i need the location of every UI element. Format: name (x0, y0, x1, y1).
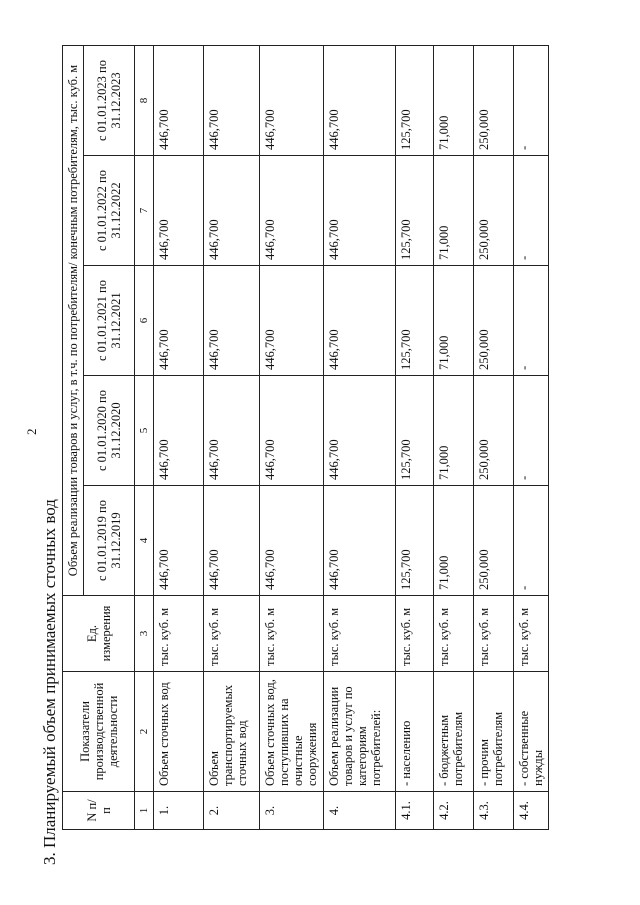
row-value: 250,000 (474, 46, 514, 156)
header-unit: Ед. измерения (63, 596, 135, 672)
row-number: 4. (324, 792, 396, 830)
row-indicator: Объем реализации товаров и услуг по категориям потребителей: (324, 672, 396, 792)
header-period-2021: с 01.01.2021 по 31.12.2021 (84, 266, 135, 376)
column-number: 5 (135, 376, 154, 486)
row-value: - (514, 46, 549, 156)
column-number: 4 (135, 486, 154, 596)
table-row (474, 46, 514, 830)
row-indicator: Объем сточных вод, поступивших на очистные сооружения (260, 672, 324, 792)
column-number-row (135, 46, 154, 830)
header-row-group (63, 46, 84, 830)
row-number: 2. (204, 792, 260, 830)
row-value: 250,000 (474, 376, 514, 486)
row-unit: тыс. куб. м (204, 596, 260, 672)
row-value: 71,000 (434, 486, 474, 596)
table-row (514, 46, 549, 830)
row-value: 125,700 (396, 376, 434, 486)
row-value: 446,700 (154, 266, 204, 376)
row-value: 446,700 (260, 266, 324, 376)
row-value: - (514, 486, 549, 596)
row-indicator: - бюджетным потребителям (434, 672, 474, 792)
row-unit: тыс. куб. м (154, 596, 204, 672)
row-value: 125,700 (396, 486, 434, 596)
row-indicator: - прочим потребителям (474, 672, 514, 792)
row-unit: тыс. куб. м (260, 596, 324, 672)
row-unit: тыс. куб. м (434, 596, 474, 672)
page-number: 2 (24, 428, 39, 435)
row-value: 446,700 (324, 46, 396, 156)
row-unit: тыс. куб. м (514, 596, 549, 672)
header-indicator: Показатели производственной деятельности (63, 672, 135, 792)
section-title: 3. Планируемый объем принимаемых сточных вод (40, 499, 59, 865)
row-value: 446,700 (204, 46, 260, 156)
row-value: 446,700 (324, 376, 396, 486)
row-number: 1. (154, 792, 204, 830)
row-value: 446,700 (154, 46, 204, 156)
row-value: 446,700 (204, 486, 260, 596)
row-unit: тыс. куб. м (474, 596, 514, 672)
row-value: - (514, 266, 549, 376)
row-value: 446,700 (260, 46, 324, 156)
header-period-2020: с 01.01.2020 по 31.12.2020 (84, 376, 135, 486)
column-number: 8 (135, 46, 154, 156)
row-value: 250,000 (474, 266, 514, 376)
row-value: 446,700 (204, 376, 260, 486)
row-value: 125,700 (396, 46, 434, 156)
row-indicator: - собственные нужды (514, 672, 549, 792)
row-number: 3. (260, 792, 324, 830)
table-row (260, 46, 324, 830)
row-value: 250,000 (474, 156, 514, 266)
table-row (396, 46, 434, 830)
column-number: 2 (135, 672, 154, 792)
row-indicator: - населению (396, 672, 434, 792)
row-indicator: Объем сточных вод (154, 672, 204, 792)
column-number: 6 (135, 266, 154, 376)
row-value: 446,700 (154, 376, 204, 486)
row-value: 446,700 (324, 156, 396, 266)
header-period-2019: с 01.01.2019 по 31.12.2019 (84, 486, 135, 596)
column-number: 7 (135, 156, 154, 266)
row-value: 125,700 (396, 266, 434, 376)
row-value: - (514, 156, 549, 266)
row-value: 71,000 (434, 156, 474, 266)
row-value: 125,700 (396, 156, 434, 266)
header-period-2022: с 01.01.2022 по 31.12.2022 (84, 156, 135, 266)
row-value: 446,700 (154, 486, 204, 596)
table-row (154, 46, 204, 830)
row-value: 71,000 (434, 266, 474, 376)
row-value: 446,700 (204, 266, 260, 376)
row-value: 446,700 (260, 376, 324, 486)
row-value: 446,700 (260, 486, 324, 596)
row-value: 446,700 (154, 156, 204, 266)
row-unit: тыс. куб. м (396, 596, 434, 672)
row-number: 4.1. (396, 792, 434, 830)
sewage-volume-table (62, 45, 549, 830)
table-row (204, 46, 260, 830)
row-number: 4.3. (474, 792, 514, 830)
row-value: 446,700 (204, 156, 260, 266)
row-value: - (514, 376, 549, 486)
row-value: 446,700 (324, 486, 396, 596)
row-number: 4.4. (514, 792, 549, 830)
row-value: 446,700 (324, 266, 396, 376)
header-no: N п/п (63, 792, 135, 830)
row-unit: тыс. куб. м (324, 596, 396, 672)
row-number: 4.2. (434, 792, 474, 830)
header-group: Объем реализации товаров и услуг, в т.ч. по потребителям/ конечным потребителям, тыс. куб. м (63, 46, 84, 596)
row-value: 446,700 (260, 156, 324, 266)
table-row (434, 46, 474, 830)
column-number: 1 (135, 792, 154, 830)
row-value: 71,000 (434, 376, 474, 486)
header-period-2023: с 01.01.2023 по 31.12.2023 (84, 46, 135, 156)
row-value: 71,000 (434, 46, 474, 156)
column-number: 3 (135, 596, 154, 672)
table-row (324, 46, 396, 830)
row-indicator: Объем транспортируемых сточных вод (204, 672, 260, 792)
row-value: 250,000 (474, 486, 514, 596)
